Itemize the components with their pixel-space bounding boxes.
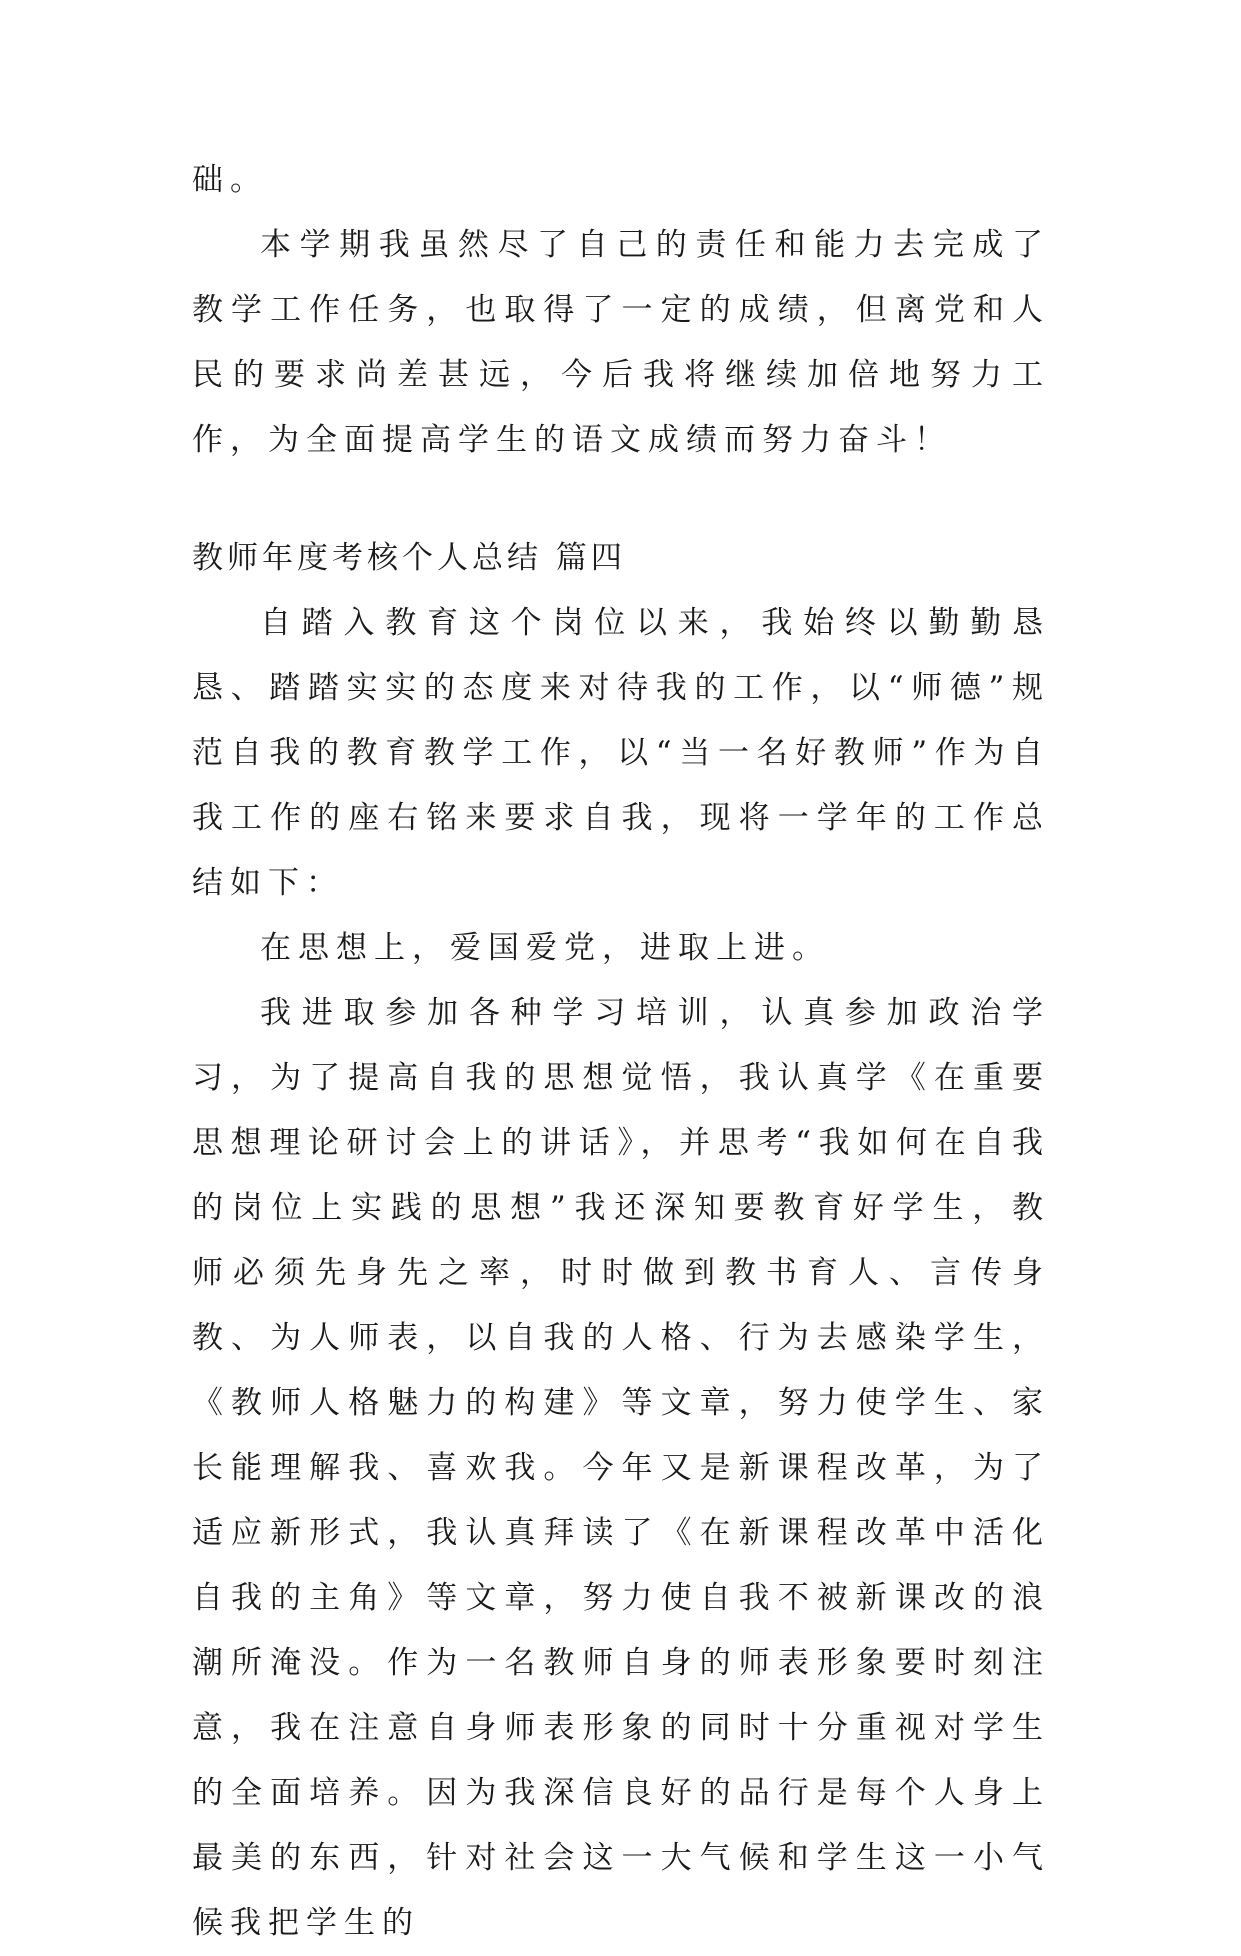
paragraph-study: 我进取参加各种学习培训，认真参加政治学习，为了提高自我的思想觉悟，我认真学《在重要思想理论研讨会上的讲话》，并思考“我如何在自我的岗位上实践的思想”我还深知要教育好学生，教师必须先身先之率，时时做到教书育人、言传身教、为人师表，以自我的人格、行为去感染学生，《教师人格魅力的构建》等文章，努力使学生、家长能理解我、喜欢我。今年又是新课程改革，为了适应新形式，我认真拜读了《在新课程改革中活化自我的主角》等文章，努力使自我不被新课改的浪潮所淹没。作为一名教师自身的师表形象要时刻注意，我在注意自身师表形象的同时十分重视对学生的全面培养。因为我深信良好的品行是每个人身上最美的东西，针对社会这一大气候和学生这一小气候我把学生的 <box>192 995 1050 1941</box>
paragraph-thought: 在思想上，爱国爱党，进取上进。 <box>260 930 830 966</box>
section-spacer <box>192 473 1050 526</box>
section-title: 教师年度考核个人总结 篇四 <box>192 540 626 576</box>
document-body <box>192 148 1050 1956</box>
paragraph-intro: 自踏入教育这个岗位以来，我始终以勤勤恳恳、踏踏实实的态度来对待我的工作，以“师德”规范自我的教育教学工作，以“当一名好教师”作为自我工作的座右铭来要求自我，现将一学年的工作总结如下： <box>192 605 1050 901</box>
closing-paragraph: 本学期我虽然尽了自己的责任和能力去完成了教学工作任务，也取得了一定的成绩，但离党和人民的要求尚差甚远，今后我将继续加倍地努力工作，为全面提高学生的语文成绩而努力奋斗！ <box>192 227 1050 458</box>
continuation-line: 础。 <box>192 162 268 198</box>
